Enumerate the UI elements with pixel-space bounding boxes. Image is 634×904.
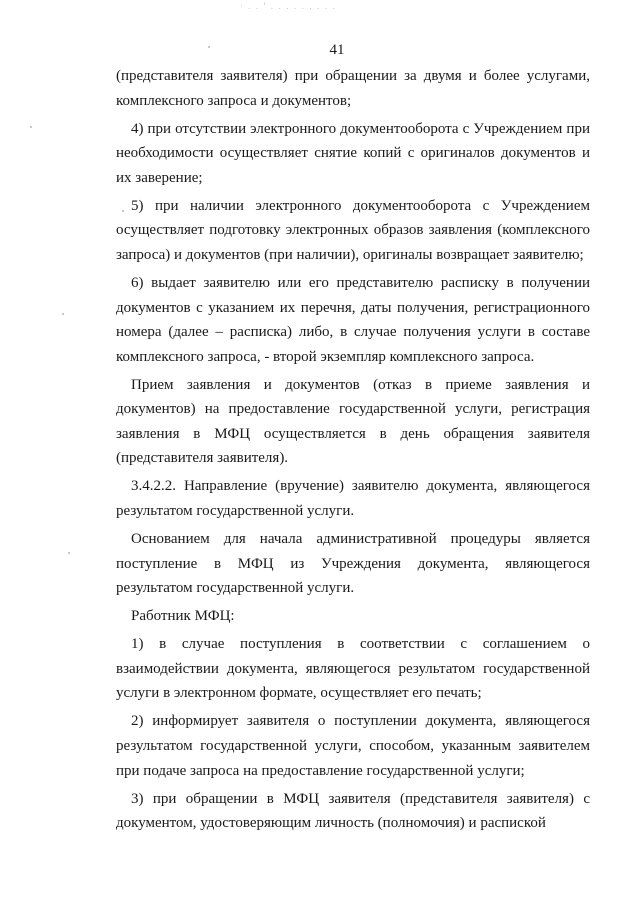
paragraph: Работник МФЦ: <box>131 608 235 625</box>
paragraph: Прием заявления и документов (отказ в приеме заявления и документов) на предоставление государственной услуги, регистрация заявления в МФЦ осуществляется в день обращения заявителя (представителя заявителя). <box>116 376 590 467</box>
paragraph: 6) выдает заявителю или его представителю расписку в получении документов с указанием их перечня, даты получения, регистрационного номера (далее – расписка) либо, в случае получения услуги в составе комплексного запроса, - второй экземпляр комплексного запроса. <box>116 274 590 365</box>
document-body <box>116 64 590 839</box>
scan-speck <box>30 126 32 128</box>
paragraph: 4) при отсутствии электронного документооборота с Учреждением при необходимости осуществляет снятие копий с оригиналов документов и их заверение; <box>116 120 590 186</box>
scan-speck <box>68 552 70 554</box>
paragraph: 2) информирует заявителя о поступлении документа, являющегося результатом государственной услуги, способом, указанным заявителем при подаче запроса на предоставление государственной услуги; <box>116 713 590 779</box>
paragraph: 3) при обращении в МФЦ заявителя (представителя заявителя) с документом, удостоверяющим личность (полномочия) и распиской <box>116 790 590 832</box>
scan-speck <box>62 313 64 315</box>
paragraph: 3.4.2.2. Направление (вручение) заявителю документа, являющегося результатом государственной услуги. <box>116 478 590 520</box>
paragraph: 1) в случае поступления в соответствии с соглашением о взаимодействии документа, являющегося результатом государственной услуги в электронном формате, осуществляет его печать; <box>116 636 590 702</box>
scan-artifact: · . . ' . . . . . . . . . <box>240 2 337 12</box>
paragraph: 5) при наличии электронного документооборота с Учреждением осуществляет подготовку электронных образов заявления (комплексного запроса) и документов (при наличии), оригиналы возвращает заявителю; <box>116 197 590 263</box>
paragraph: Основанием для начала административной процедуры является поступление в МФЦ из Учреждения документа, являющегося результатом государственной услуги. <box>116 531 590 597</box>
paragraph: (представителя заявителя) при обращении за двумя и более услугами, комплексного запроса и документов; <box>116 68 590 109</box>
page-number: 41 <box>329 42 345 58</box>
